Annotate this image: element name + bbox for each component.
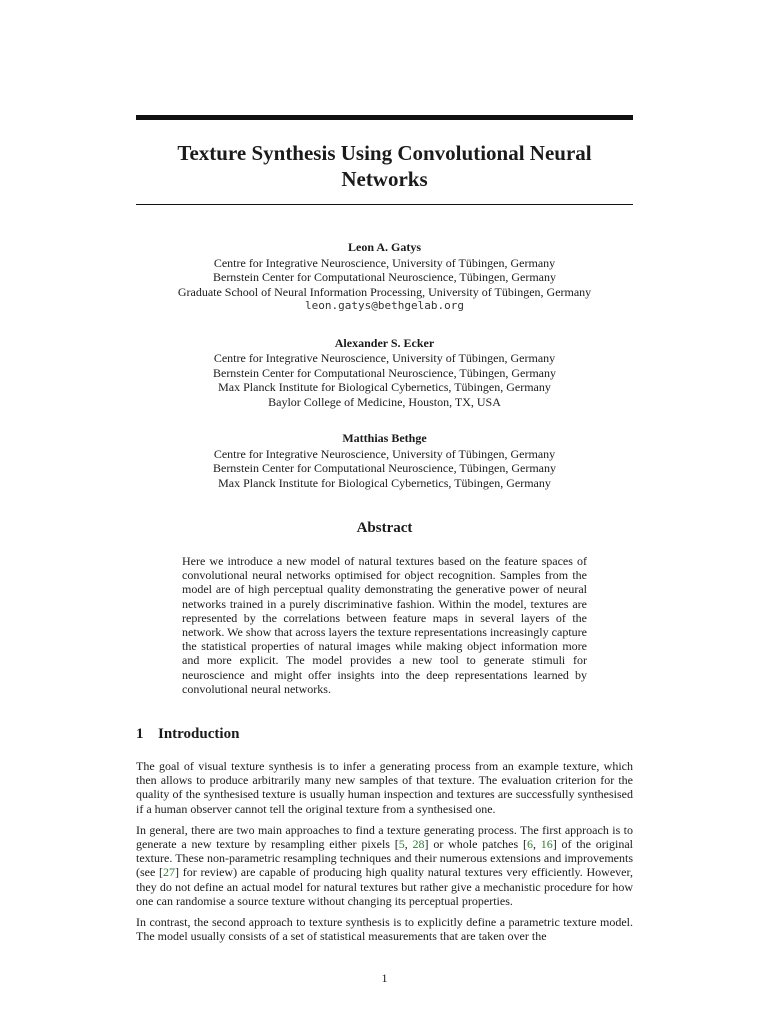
page-number: 1 <box>381 971 388 985</box>
author-email[interactable]: leon.gatys@bethgelab.org <box>305 299 464 312</box>
paragraph-text: In general, there are two main approaches to find a texture generating process. The first approach is to generate a new texture by resampling either pixels [ <box>136 822 633 852</box>
citation-link[interactable]: 16 <box>540 837 553 852</box>
title-top-rule <box>136 115 633 120</box>
author-affiliation: Baylor College of Medicine, Houston, TX, USA <box>268 394 501 409</box>
citation-link[interactable]: 5 <box>398 837 405 852</box>
abstract-heading: Abstract <box>356 520 413 536</box>
author-affiliation: Bernstein Center for Computational Neuroscience, Tübingen, Germany <box>212 365 556 380</box>
section-heading-introduction <box>136 726 239 743</box>
abstract-text: Here we introduce a new model of natural textures based on the feature spaces of convolutional neural networks optimised for object recognition. Samples from the model are of high perceptual quality demonstrating the generative power of neural networks trained in a purely discriminative fashion. Within the model, textures are represented by the correlations between feature maps in several layers of the network. We show that across layers the texture representations increasingly capture the statistical properties of natural images while making object information more and more explicit. The model provides a new tool to generate stimuli for neuroscience and might offer insights into the deep representations learned by convolutional neural networks. <box>182 554 587 696</box>
author-affiliation: Graduate School of Neural Information Processing, University of Tübingen, Germany <box>177 284 592 299</box>
author-block-gatys <box>136 240 633 314</box>
paragraph-2 <box>136 823 633 908</box>
paragraph-1: The goal of visual texture synthesis is to infer a generating process from an example texture, which then allows to produce arbitrarily many new samples of that texture. The evaluation criterion for the quality of the synthesised texture is usually human inspection and textures are successfully synthesised if a human observer cannot tell the original texture from a synthesised one. <box>136 759 633 816</box>
citation-link[interactable]: 27 <box>163 865 176 880</box>
paper-title: Texture Synthesis Using Convolutional Neural Networks <box>177 141 592 191</box>
paragraph-3: In contrast, the second approach to texture synthesis is to explicitly define a parametric texture model. The model usually consists of a set of statistical measurements that are taken over the <box>136 915 633 944</box>
author-affiliation: Bernstein Center for Computational Neuroscience, Tübingen, Germany <box>212 270 556 284</box>
author-list <box>136 240 633 512</box>
author-affiliation: Bernstein Center for Computational Neuroscience, Tübingen, Germany <box>212 461 556 475</box>
paragraph-text: ] for review) are capable of producing high quality natural textures very efficiently. However, they do not define an actual model for natural textures but rather give a mechanistic procedure for how one can randomise a source texture without changing its perceptual properties. <box>136 865 633 908</box>
title-bottom-rule <box>136 204 633 205</box>
section-number: 1 <box>136 726 144 742</box>
author-block-bethge <box>136 431 633 490</box>
author-affiliation: Centre for Integrative Neuroscience, University of Tübingen, Germany <box>213 446 556 461</box>
author-name: Leon A. Gatys <box>347 240 421 254</box>
citation-link[interactable]: 28 <box>412 837 425 852</box>
author-block-ecker <box>136 336 633 410</box>
author-affiliation: Max Planck Institute for Biological Cybernetics, Tübingen, Germany <box>218 380 551 394</box>
paragraph-text: ] of the original texture. These non-parametric resampling techniques and their numerous extensions and improvements (see [ <box>136 837 634 880</box>
paragraph-text: ] or whole patches [ <box>424 837 527 852</box>
paragraph-text: , <box>404 837 413 852</box>
introduction-body <box>136 759 633 950</box>
author-name: Matthias Bethge <box>342 431 427 445</box>
author-affiliation: Centre for Integrative Neuroscience, University of Tübingen, Germany <box>213 351 556 365</box>
paragraph-text: , <box>532 837 541 852</box>
author-affiliation: Max Planck Institute for Biological Cybernetics, Tübingen, Germany <box>218 475 551 490</box>
author-name: Alexander S. Ecker <box>334 335 435 350</box>
author-affiliation: Centre for Integrative Neuroscience, University of Tübingen, Germany <box>213 255 556 270</box>
section-title: Introduction <box>158 726 240 742</box>
citation-link[interactable]: 6 <box>526 837 533 852</box>
